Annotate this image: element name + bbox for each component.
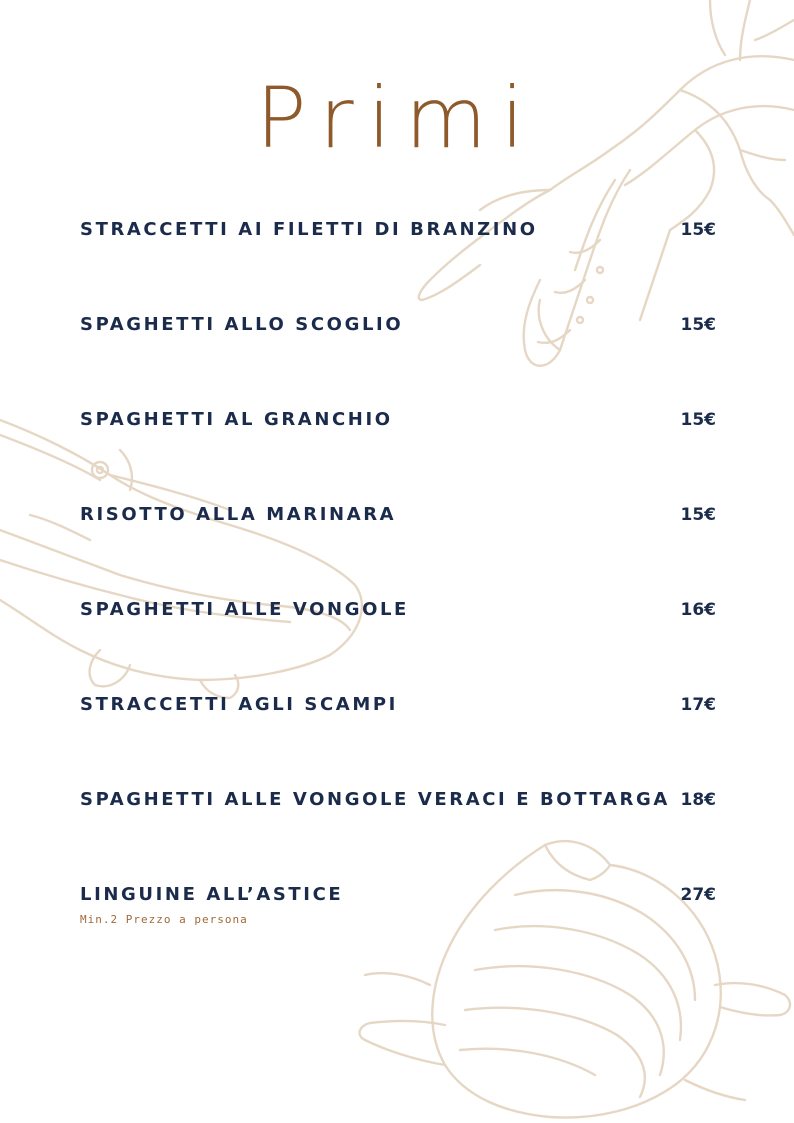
menu-item-price: 15€ [680, 410, 716, 430]
menu-item-name: SPAGHETTI AL GRANCHIO [80, 409, 393, 430]
menu-item-price: 16€ [680, 600, 716, 620]
menu-item-name: STRACCETTI AI FILETTI DI BRANZINO [80, 219, 538, 240]
menu-item-name: SPAGHETTI ALLE VONGOLE VERACI E BOTTARGA [80, 789, 670, 810]
menu-item-name: SPAGHETTI ALLO SCOGLIO [80, 314, 404, 335]
menu-item [80, 881, 716, 926]
menu-item-price: 15€ [680, 315, 716, 335]
menu-item-note: Min.2 Prezzo a persona [80, 913, 248, 926]
menu-item [80, 406, 716, 434]
menu-item-price: 17€ [680, 695, 716, 715]
menu-item-price: 15€ [680, 505, 716, 525]
menu-item-name: STRACCETTI AGLI SCAMPI [80, 694, 398, 715]
menu-item [80, 501, 716, 529]
menu-item-price: 15€ [680, 220, 716, 240]
menu-item [80, 786, 716, 814]
menu-item [80, 216, 716, 244]
menu-item [80, 691, 716, 719]
menu-item-price: 18€ [680, 790, 716, 810]
menu-item-price: 27€ [680, 885, 716, 905]
menu-item-name: RISOTTO ALLA MARINARA [80, 504, 397, 525]
menu-item-name: LINGUINE ALL’ASTICE [80, 884, 344, 905]
menu-item-name: SPAGHETTI ALLE VONGOLE [80, 599, 409, 620]
menu-item [80, 311, 716, 339]
menu-item [80, 596, 716, 624]
page-title: Primi [255, 69, 539, 167]
